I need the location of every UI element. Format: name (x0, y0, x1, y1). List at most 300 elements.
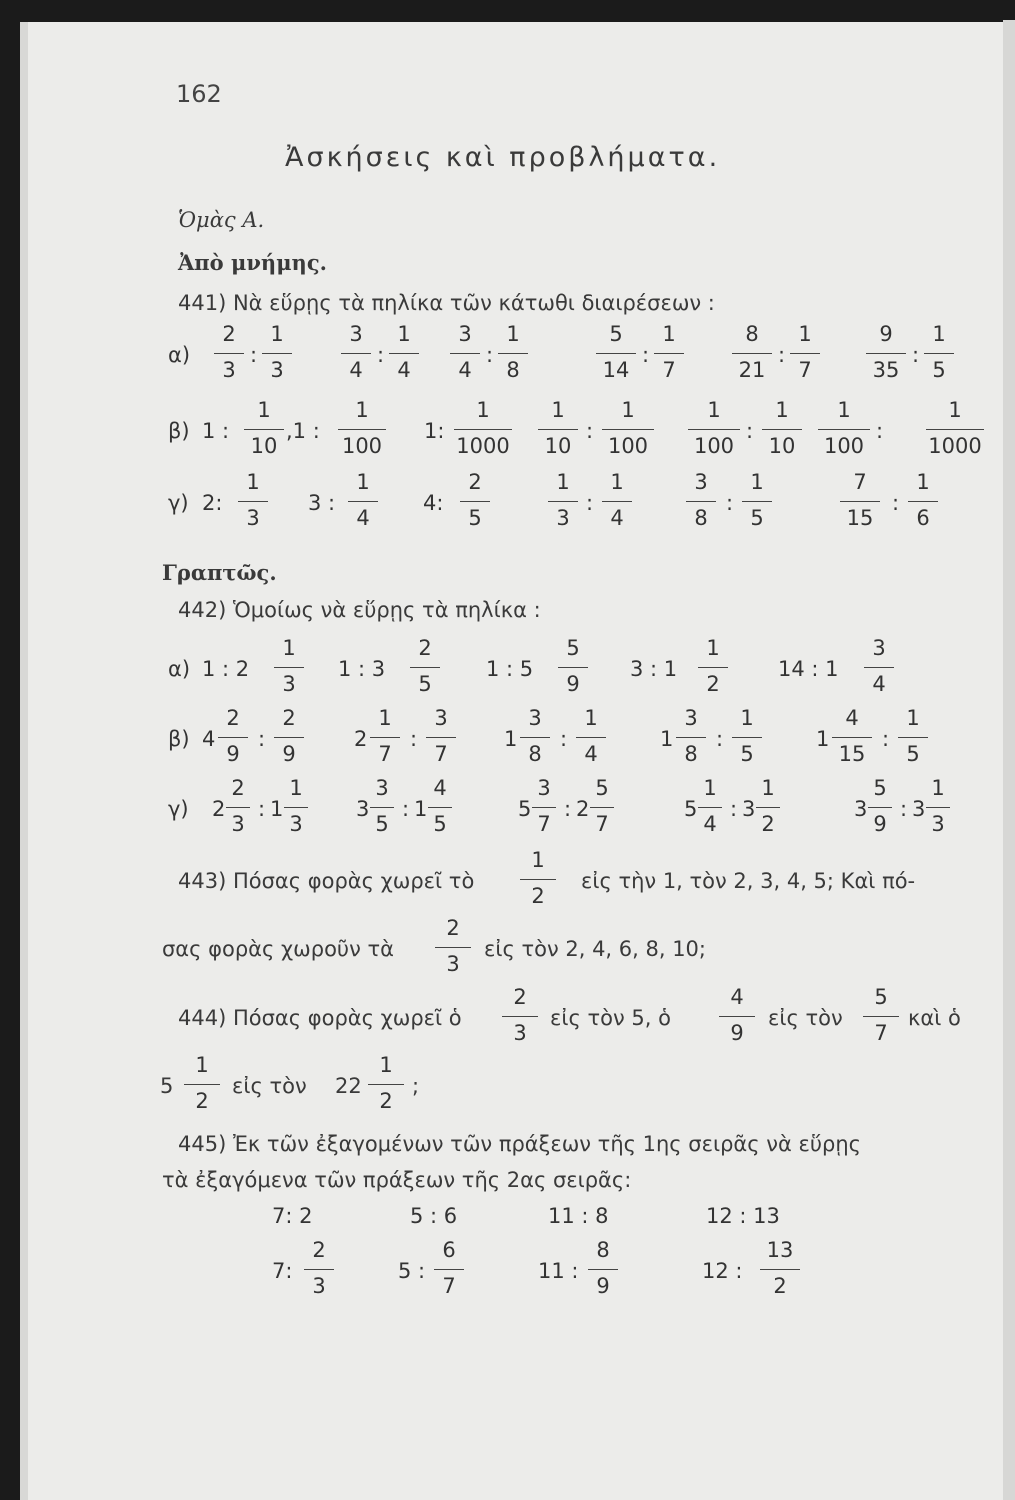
fraction (368, 776, 396, 840)
numerator: 2 (418, 636, 432, 660)
denominator: 8 (694, 506, 708, 530)
numerator: 1 (621, 398, 635, 422)
denominator: 3 (446, 952, 460, 976)
fraction (684, 470, 718, 534)
fraction (458, 470, 492, 534)
denominator: 3 (231, 812, 245, 836)
fraction-bar (426, 737, 456, 738)
math-text: 1 : 3 (338, 657, 386, 681)
fraction-bar (284, 807, 308, 808)
colon: : (778, 343, 786, 367)
fraction (861, 985, 901, 1049)
page-number: 162 (176, 80, 222, 108)
numerator: 4 (730, 985, 744, 1009)
denominator: 3 (513, 1021, 527, 1045)
denominator: 5 (932, 358, 946, 382)
denominator: 5 (375, 812, 389, 836)
fraction-bar (244, 429, 284, 430)
denominator: 9 (873, 812, 887, 836)
group-label: Ὁμὰς Α. (178, 208, 265, 232)
colon: : (258, 797, 266, 821)
numerator: 4 (845, 706, 859, 730)
fraction-bar (389, 353, 419, 354)
numerator: 3 (872, 636, 886, 660)
numerator: 3 (458, 322, 472, 346)
denominator: 100 (693, 434, 735, 458)
fraction (216, 706, 250, 770)
numerator: 1 (761, 776, 775, 800)
fraction (838, 470, 882, 534)
numerator: 2 (222, 322, 236, 346)
fraction (452, 398, 514, 462)
fraction (896, 706, 930, 770)
denominator: 4 (356, 506, 370, 530)
numerator: 2 (282, 706, 296, 730)
denominator: 15 (838, 742, 866, 766)
fraction (594, 322, 638, 386)
fraction (536, 398, 580, 462)
numerator: 1 (476, 398, 490, 422)
fraction (433, 916, 473, 980)
denominator: 4 (610, 506, 624, 530)
fraction (760, 398, 804, 462)
numerator: 1 (531, 848, 545, 872)
fraction (754, 776, 782, 840)
denominator: 2 (531, 884, 545, 908)
ex443-text-4: εἰς τὸν 2, 4, 6, 8, 10; (484, 937, 706, 961)
colon: : (564, 797, 572, 821)
numerator: 3 (349, 322, 363, 346)
colon: : (892, 491, 900, 515)
colon: : (642, 343, 650, 367)
fraction (588, 776, 616, 840)
fraction (212, 322, 246, 386)
denominator: 4 (458, 358, 472, 382)
fraction-bar (226, 807, 250, 808)
fraction (730, 706, 764, 770)
fraction-bar (840, 501, 880, 502)
denominator: 3 (282, 672, 296, 696)
denominator: 5 (433, 812, 447, 836)
ex445-line-1: 445) Ἐκ τῶν ἐξαγομένων τῶν πράξεων τῆς 1ης σειρᾶς νὰ εὕρῃς (178, 1132, 861, 1156)
row-label: β) (168, 727, 190, 751)
fraction-bar (538, 429, 578, 430)
fraction-bar (742, 501, 772, 502)
fraction (530, 776, 558, 840)
fraction-bar (760, 1269, 800, 1270)
numerator: 7 (853, 470, 867, 494)
fraction-bar (274, 737, 304, 738)
denominator: 4 (349, 358, 363, 382)
denominator: 35 (872, 358, 900, 382)
fraction (924, 398, 986, 462)
denominator: 2 (195, 1089, 209, 1113)
math-text: 12 : (702, 1259, 743, 1283)
denominator: 5 (906, 742, 920, 766)
colon: : (876, 419, 884, 443)
denominator: 3 (556, 506, 570, 530)
fraction (574, 706, 608, 770)
numerator: 5 (609, 322, 623, 346)
ex444-text-5: εἰς τὸν (232, 1074, 307, 1098)
numerator: 8 (745, 322, 759, 346)
fraction-bar (576, 737, 606, 738)
numerator: 1 (379, 1053, 393, 1077)
math-text: 5 (684, 797, 698, 821)
colon: : (730, 797, 738, 821)
denominator: 15 (846, 506, 874, 530)
ex445-op: 12 : 13 (706, 1204, 780, 1228)
math-text: 5 : (398, 1259, 426, 1283)
math-text: 1 (816, 727, 830, 751)
math-text: 2 (576, 797, 590, 821)
math-text: 2 (212, 797, 226, 821)
fraction-bar (498, 353, 528, 354)
colon: : (716, 727, 724, 751)
fraction-bar (756, 807, 780, 808)
math-text: 1 : 2 (202, 657, 250, 681)
denominator: 3 (270, 358, 284, 382)
denominator: 2 (761, 812, 775, 836)
fraction (366, 1053, 406, 1117)
math-text: 3 : 1 (630, 657, 678, 681)
math-text: 4: (423, 491, 444, 515)
math-text: 7: (272, 1259, 293, 1283)
row-label: γ) (168, 797, 189, 821)
colon: : (486, 343, 494, 367)
numerator: 1 (397, 322, 411, 346)
denominator: 3 (246, 506, 260, 530)
numerator: 2 (446, 916, 460, 940)
fraction (224, 776, 252, 840)
fraction (600, 470, 634, 534)
numerator: 1 (703, 776, 717, 800)
math-text: 1 (414, 797, 428, 821)
numerator: 9 (879, 322, 893, 346)
numerator: 2 (513, 985, 527, 1009)
math-text: 3 (912, 797, 926, 821)
numerator: 8 (596, 1238, 610, 1262)
denominator: 5 (468, 506, 482, 530)
math-text: 2 (354, 727, 368, 751)
ex443-text-3: σας φορὰς χωροῦν τὰ (162, 937, 394, 961)
fraction (496, 322, 530, 386)
numerator: 3 (434, 706, 448, 730)
colon: : (258, 727, 266, 751)
numerator: 3 (537, 776, 551, 800)
denominator: 5 (750, 506, 764, 530)
fraction-bar (590, 807, 614, 808)
fraction (740, 470, 774, 534)
numerator: 1 (282, 636, 296, 660)
numerator: 1 (195, 1053, 209, 1077)
fraction-bar (348, 501, 378, 502)
denominator: 2 (706, 672, 720, 696)
fraction-bar (548, 501, 578, 502)
numerator: 1 (750, 470, 764, 494)
numerator: 5 (566, 636, 580, 660)
fraction-bar (732, 353, 772, 354)
ex445-row-2 (0, 1238, 1000, 1302)
ex443-text-1: 443) Πόσας φορὰς χωρεῖ τὸ (178, 869, 475, 893)
denominator: 9 (730, 1021, 744, 1045)
colon: : (726, 491, 734, 515)
fraction-bar (924, 353, 954, 354)
fraction (696, 776, 724, 840)
fraction-bar (698, 807, 722, 808)
ex445-row-1 (0, 1204, 1000, 1234)
fraction-bar (460, 501, 490, 502)
numerator: 1 (551, 398, 565, 422)
numerator: 5 (874, 985, 888, 1009)
ex445-line-2: τὰ ἐξαγόμενα τῶν πράξεων τῆς 2ας σειρᾶς: (162, 1168, 632, 1192)
row-label: α) (168, 343, 191, 367)
fraction (518, 848, 558, 912)
numerator: 1 (610, 470, 624, 494)
colon: : (410, 727, 418, 751)
math-text: 3 (356, 797, 370, 821)
ex444-text-1: 444) Πόσας φορὰς χωρεῖ ὁ (178, 1006, 462, 1030)
fraction-bar (686, 501, 716, 502)
fraction-bar (532, 807, 556, 808)
fraction-bar (818, 429, 870, 430)
ex444-whole-5: 5 (160, 1074, 174, 1098)
fraction (556, 636, 590, 700)
math-text: 3 (742, 797, 756, 821)
fraction (600, 398, 656, 462)
fraction (432, 1238, 466, 1302)
ex444-text-6: ; (412, 1074, 420, 1098)
fraction-bar (238, 501, 268, 502)
numerator: 1 (932, 322, 946, 346)
fraction (862, 636, 896, 700)
ex444-whole-22: 22 (335, 1074, 362, 1098)
denominator: 8 (506, 358, 520, 382)
fraction-bar (428, 807, 452, 808)
numerator: 4 (433, 776, 447, 800)
fraction-bar (762, 429, 802, 430)
ex445-op: 7: 2 (272, 1204, 313, 1228)
denominator: 100 (607, 434, 649, 458)
fraction-bar (654, 353, 684, 354)
denominator: 7 (662, 358, 676, 382)
fraction (426, 776, 454, 840)
fraction (546, 470, 580, 534)
fraction (586, 1238, 620, 1302)
numerator: 1 (775, 398, 789, 422)
numerator: 1 (916, 470, 930, 494)
ex443-text-2: εἰς τὴν 1, τὸν 2, 3, 4, 5; Καὶ πό- (581, 869, 916, 893)
denominator: 7 (798, 358, 812, 382)
fraction-bar (214, 353, 244, 354)
numerator: 3 (375, 776, 389, 800)
denominator: 2 (773, 1274, 787, 1298)
numerator: 1 (798, 322, 812, 346)
fraction (696, 636, 730, 700)
denominator: 3 (222, 358, 236, 382)
colon: : (402, 797, 410, 821)
numerator: 1 (355, 398, 369, 422)
numerator: 1 (246, 470, 260, 494)
fraction-bar (338, 429, 386, 430)
numerator: 1 (506, 322, 520, 346)
fraction-bar (434, 1269, 464, 1270)
denominator: 3 (931, 812, 945, 836)
math-text: 3 : (308, 491, 336, 515)
fraction-bar (908, 501, 938, 502)
fraction (242, 398, 286, 462)
fraction (816, 398, 872, 462)
denominator: 4 (584, 742, 598, 766)
row-label: γ) (168, 491, 189, 515)
fraction-bar (688, 429, 740, 430)
fraction (424, 706, 458, 770)
fraction-bar (596, 353, 636, 354)
fraction-bar (790, 353, 820, 354)
fraction (282, 776, 310, 840)
numerator: 2 (231, 776, 245, 800)
fraction-bar (898, 737, 928, 738)
numerator: 1 (270, 322, 284, 346)
numerator: 1 (740, 706, 754, 730)
fraction (500, 985, 540, 1049)
math-text: 11 : (538, 1259, 579, 1283)
numerator: 5 (873, 776, 887, 800)
numerator: 1 (584, 706, 598, 730)
fraction-bar (926, 807, 950, 808)
oral-heading: Ἀπὸ μνήμης. (178, 250, 327, 275)
denominator: 3 (289, 812, 303, 836)
numerator: 2 (312, 1238, 326, 1262)
fraction-bar (218, 737, 248, 738)
colon: : (746, 419, 754, 443)
exercise-442-row-a (168, 636, 988, 700)
denominator: 9 (596, 1274, 610, 1298)
fraction-bar (341, 353, 371, 354)
denominator: 9 (282, 742, 296, 766)
numerator: 2 (226, 706, 240, 730)
math-text: 5 (518, 797, 532, 821)
numerator: 3 (528, 706, 542, 730)
fraction-bar (864, 667, 894, 668)
math-text: ,1 : (286, 419, 320, 443)
denominator: 10 (250, 434, 278, 458)
fraction-bar (926, 429, 984, 430)
math-text: 1 : 5 (486, 657, 534, 681)
numerator: 3 (684, 706, 698, 730)
numerator: 1 (931, 776, 945, 800)
numerator: 1 (378, 706, 392, 730)
numerator: 6 (442, 1238, 456, 1262)
denominator: 14 (602, 358, 630, 382)
numerator: 1 (706, 636, 720, 660)
colon: : (586, 419, 594, 443)
denominator: 2 (379, 1089, 393, 1113)
colon: : (560, 727, 568, 751)
numerator: 1 (356, 470, 370, 494)
exercise-441-intro: 441) Νὰ εὕρῃς τὰ πηλίκα τῶν κάτωθι διαιρέσεων : (178, 291, 715, 315)
fraction (686, 398, 742, 462)
fraction (758, 1238, 802, 1302)
denominator: 9 (566, 672, 580, 696)
exercise-441-row-a (168, 322, 988, 386)
fraction (906, 470, 940, 534)
math-text: 1 (270, 797, 284, 821)
fraction-bar (832, 737, 872, 738)
fraction (922, 322, 956, 386)
numerator: 1 (837, 398, 851, 422)
row-label: α) (168, 657, 191, 681)
colon: : (586, 491, 594, 515)
fraction-bar (868, 807, 892, 808)
exercise-441-row-c (168, 470, 988, 534)
fraction (182, 1053, 222, 1117)
denominator: 21 (738, 358, 766, 382)
fraction-bar (520, 737, 550, 738)
denominator: 7 (595, 812, 609, 836)
numerator: 1 (556, 470, 570, 494)
fraction (302, 1238, 336, 1302)
fraction (730, 322, 774, 386)
denominator: 5 (740, 742, 754, 766)
denominator: 7 (537, 812, 551, 836)
fraction-bar (676, 737, 706, 738)
colon: : (377, 343, 385, 367)
fraction-bar (602, 501, 632, 502)
denominator: 6 (916, 506, 930, 530)
fraction-bar (262, 353, 292, 354)
denominator: 7 (442, 1274, 456, 1298)
denominator: 4 (397, 358, 411, 382)
numerator: 1 (707, 398, 721, 422)
denominator: 1000 (928, 434, 982, 458)
fraction (674, 706, 708, 770)
numerator: 1 (906, 706, 920, 730)
denominator: 8 (528, 742, 542, 766)
denominator: 100 (341, 434, 383, 458)
fraction (260, 322, 294, 386)
fraction (339, 322, 373, 386)
fraction (864, 322, 908, 386)
fraction (368, 706, 402, 770)
fraction-bar (698, 667, 728, 668)
numerator: 1 (662, 322, 676, 346)
fraction-bar (370, 737, 400, 738)
denominator: 10 (544, 434, 572, 458)
numerator: 13 (766, 1238, 794, 1262)
fraction (788, 322, 822, 386)
fraction (866, 776, 894, 840)
denominator: 9 (226, 742, 240, 766)
denominator: 5 (418, 672, 432, 696)
math-text: 1 (660, 727, 674, 751)
fraction (387, 322, 421, 386)
denominator: 8 (684, 742, 698, 766)
colon: : (882, 727, 890, 751)
denominator: 3 (312, 1274, 326, 1298)
fraction-bar (450, 353, 480, 354)
fraction (652, 322, 686, 386)
colon: : (900, 797, 908, 821)
fraction (830, 706, 874, 770)
ex445-op: 11 : 8 (548, 1204, 609, 1228)
denominator: 100 (823, 434, 865, 458)
numerator: 5 (595, 776, 609, 800)
ex444-text-3: εἰς τὸν (768, 1006, 843, 1030)
denominator: 7 (434, 742, 448, 766)
fraction (336, 398, 388, 462)
math-text: 14 : 1 (778, 657, 839, 681)
